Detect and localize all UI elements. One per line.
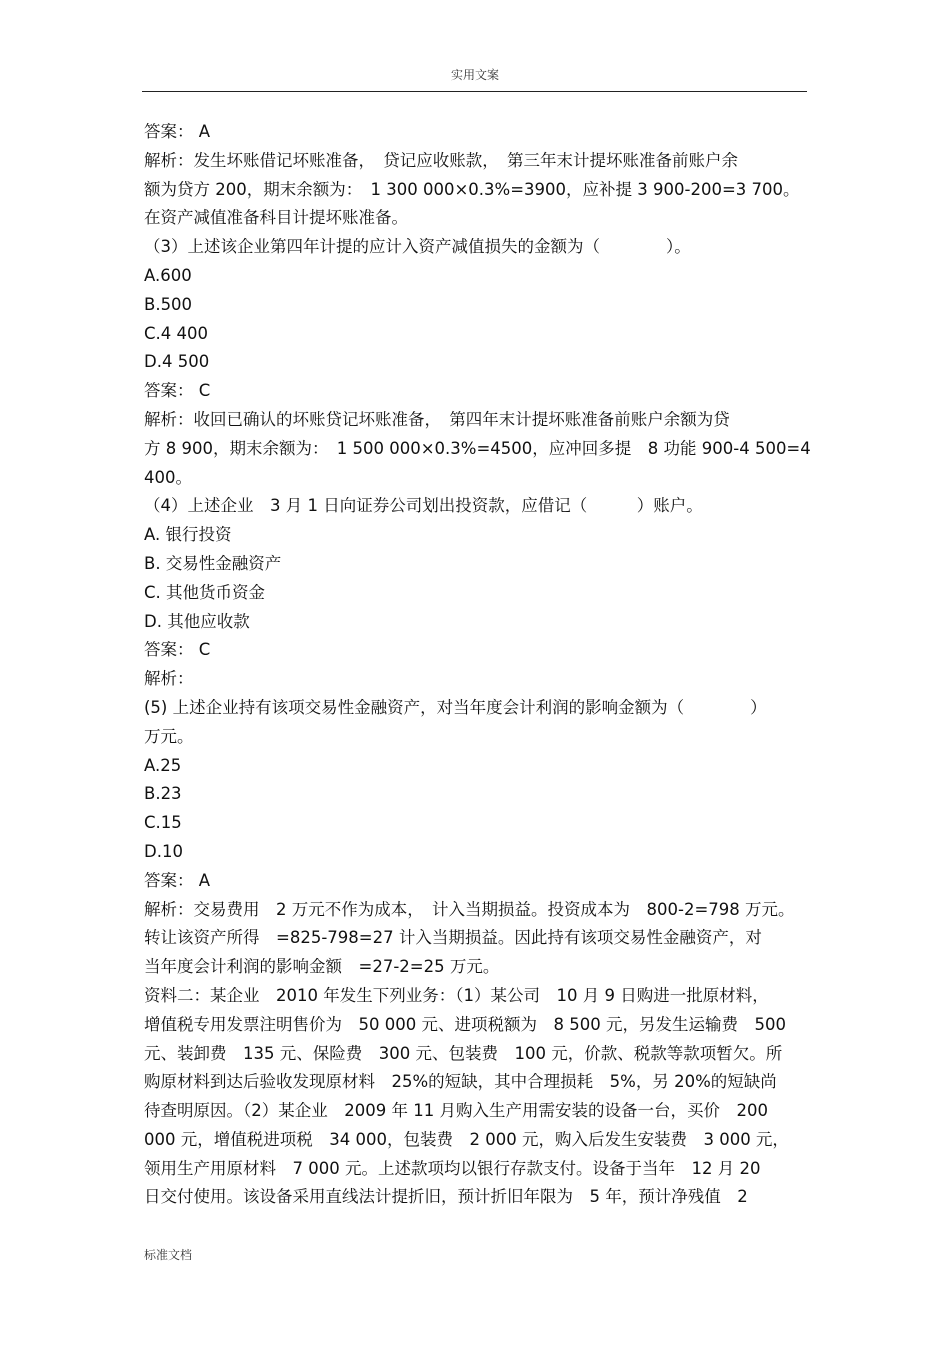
text-line: 000 元，增值税进项税 34 000，包装费 2 000 元，购入后发生安装费 3 000 元， [144, 1129, 789, 1149]
text-line: D.10 [144, 841, 183, 861]
text-line: 待查明原因。（2）某企业 2009 年 11 月购入生产用需安装的设备一台，买价 200 [144, 1101, 768, 1121]
text-line: C.4 400 [144, 323, 209, 343]
text-line: (5) 上述企业持有该项交易性金融资产，对当年度会计利润的影响金额为（ ） [144, 697, 767, 717]
page-header: 实用文案 [450, 68, 499, 82]
text-line: 在资产减值准备科目计提坏账准备。 [144, 208, 408, 228]
text-line: （4）上述企业 3 月 1 日向证券公司划出投资款，应借记（ ）账户。 [144, 496, 703, 516]
text-line: 400。 [144, 467, 192, 487]
text-line: 解析：收回已确认的坏账贷记坏账准备， 第四年末计提坏账准备前账户余额为贷 [144, 409, 730, 429]
page-footer: 标准文档 [144, 1248, 193, 1262]
document-body [144, 118, 812, 1212]
text-line: D.4 500 [144, 352, 210, 372]
text-line: 资料二：某企业 2010 年发生下列业务：（1）某公司 10 月 9 日购进一批原材料， [144, 985, 769, 1005]
text-line: 答案： C [144, 381, 211, 401]
text-line: 购原材料到达后验收发现原材料 25%的短缺，其中合理损耗 5%，另 20%的短缺尚 [144, 1072, 777, 1092]
text-line: C.15 [144, 813, 182, 833]
text-line: B.23 [144, 784, 182, 804]
text-line: C. 其他货币资金 [144, 582, 266, 602]
text-line: 额为贷方 200，期末余额为： 1 300 000×0.3%=3900，应补提 3 900-200=3 700。 [144, 179, 800, 199]
text-line: 转让该资产所得 =825-798=27 计入当期损益。因此持有该项交易性金融资产，对 [144, 928, 762, 948]
text-line: 万元。 [144, 726, 194, 746]
text-line: 元、装卸费 135 元、保险费 300 元、包装费 100 元，价款、税款等款项暂欠。所 [144, 1043, 783, 1063]
text-line: B. 交易性金融资产 [144, 553, 282, 573]
text-line: D. 其他应收款 [144, 611, 250, 631]
text-line: （3）上述该企业第四年计提的应计入资产减值损失的金额为（ ）。 [144, 237, 691, 257]
text-line: 解析：交易费用 2 万元不作为成本， 计入当期损益。投资成本为 800-2=798 万元。 [144, 899, 795, 919]
text-line: 解析：发生坏账借记坏账准备， 贷记应收账款， 第三年末计提坏账准备前账户余 [144, 150, 738, 170]
text-line: 解析： [144, 669, 194, 689]
text-line: 日交付使用。该设备采用直线法计提折旧，预计折旧年限为 5 年，预计净残值 2 [144, 1187, 748, 1207]
text-line: A.25 [144, 755, 182, 775]
text-line: B.500 [144, 294, 193, 314]
text-line: 答案： A [144, 870, 211, 890]
text-line: 方 8 900，期末余额为： 1 500 000×0.3%=4500，应冲回多提 8 功能 900-4 500=4 [144, 438, 811, 458]
text-line: A.600 [144, 265, 192, 285]
header-divider [142, 91, 807, 92]
text-line: 答案： A [144, 122, 211, 141]
text-line: A. 银行投资 [144, 525, 232, 545]
text-line: 当年度会计利润的影响金额 =27-2=25 万元。 [144, 957, 500, 977]
text-line: 领用生产用原材料 7 000 元。上述款项均以银行存款支付。设备于当年 12 月 20 [144, 1158, 761, 1178]
text-line: 增值税专用发票注明售价为 50 000 元、进项税额为 8 500 元，另发生运输费 500 [144, 1014, 786, 1034]
text-line: 答案： C [144, 640, 211, 660]
